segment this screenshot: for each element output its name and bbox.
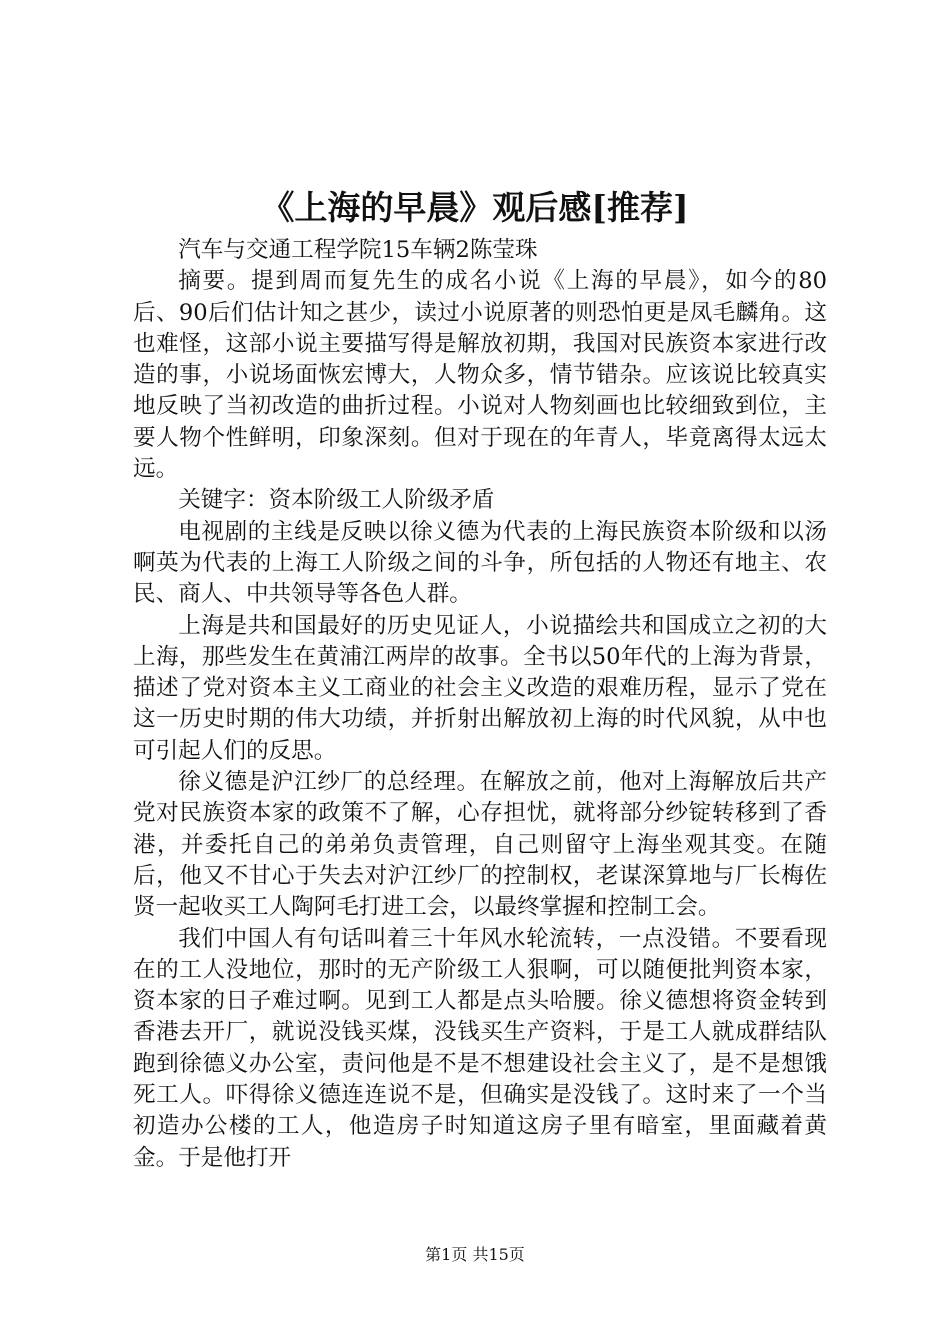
body-paragraph: 电视剧的主线是反映以徐义德为代表的上海民族资本阶级和以汤啊英为代表的上海工人阶级之间的斗争，所包括的人物还有地主、农民、商人、中共领导等各色人群。 bbox=[133, 518, 827, 608]
body-paragraph: 徐义德是沪江纱厂的总经理。在解放之前，他对上海解放后共产党对民族资本家的政策不了解，心存担忧，就将部分纱锭转移到了香港，并委托自己的弟弟负责管理，自己则留守上海坐观其变。在随后，他又不甘心于失去对沪江纱厂的控制权，老谋深算地与厂长梅佐贤一起收买工人陶阿毛打进工会，以最终掌握和控制工会。 bbox=[133, 769, 827, 921]
body-paragraph: 我们中国人有句话叫着三十年风水轮流转，一点没错。不要看现在的工人没地位，那时的无产阶级工人狠啊，可以随便批判资本家，资本家的日子难过啊。见到工人都是点头哈腰。徐义德想将资金转到香港去开厂，就说没钱买煤，没钱买生产资料，于是工人就成群结队跑到徐德义办公室，责问他是不是不想建设社会主义了，是不是想饿死工人。吓得徐义德连连说不是，但确实是没钱了。这时来了一个当初造办公楼的工人，他造房子时知道这房子里有暗室，里面藏着黄金。于是他打开 bbox=[133, 925, 827, 1171]
page-footer: 第1页 共15页 bbox=[425, 1245, 525, 1264]
keywords-line: 关键字：资本阶级工人阶级矛盾 bbox=[178, 487, 495, 514]
author-line: 汽车与交通工程学院15车辆2陈莹珠 bbox=[178, 237, 538, 263]
abstract-paragraph: 摘要。提到周而复先生的成名小说《上海的早晨》，如今的80后、90后们估计知之甚少，读过小说原著的则恐怕更是凤毛麟角。这也难怪，这部小说主要描写得是解放初期，我国对民族资本家进行改造的事，小说场面恢宏博大，人物众多，情节错杂。应该说比较真实地反映了当初改造的曲折过程。小说对人物刻画也比较细致到位，主要人物个性鲜明，印象深刻。但对于现在的年青人，毕竟离得太远太远。 bbox=[133, 268, 827, 483]
body-paragraph: 上海是共和国最好的历史见证人，小说描绘共和国成立之初的大上海，那些发生在黄浦江两岸的故事。全书以50年代的上海为背景，描述了党对资本主义工商业的社会主义改造的艰难历程，显示了党在这一历史时期的伟大功绩，并折射出解放初上海的时代风貌，从中也可引起人们的反思。 bbox=[133, 612, 827, 764]
document-title: 《上海的早晨》观后感[推荐] bbox=[261, 188, 689, 227]
document-body bbox=[133, 235, 827, 1174]
